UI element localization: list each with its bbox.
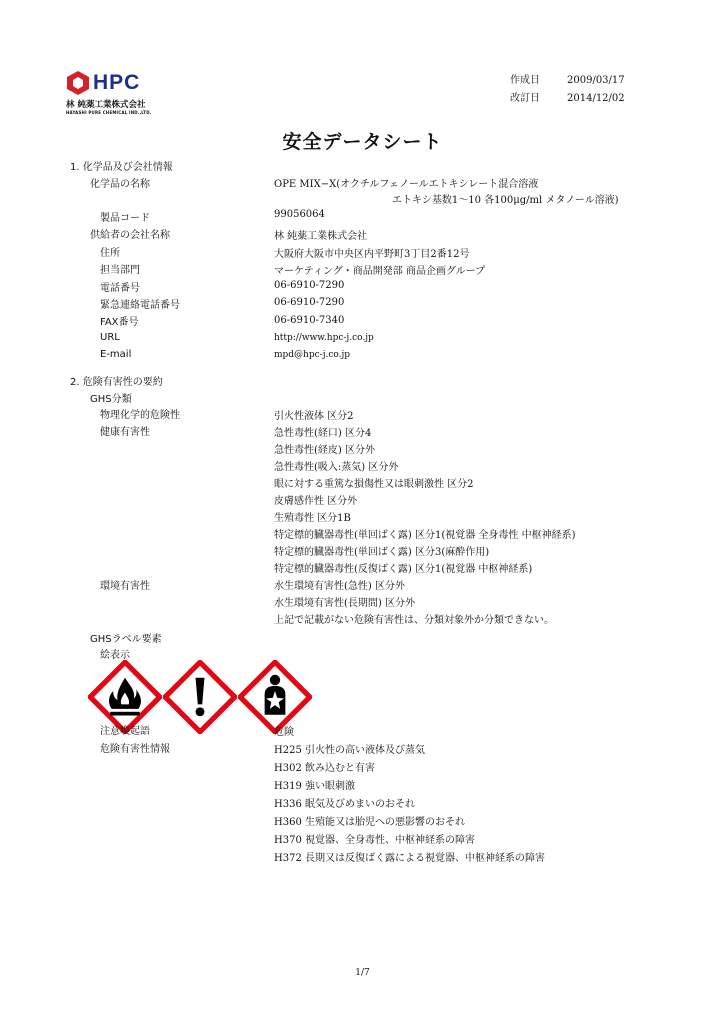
dept-label: 担当部門 — [100, 265, 140, 276]
hazard-statement: H370 視覚器、全身毒性、中枢神経系の障害 — [274, 835, 475, 846]
logo-letters: HPC — [93, 71, 141, 94]
hazard-statement: H372 長期又は反復ばく露による視覚器、中枢神経系の障害 — [274, 853, 545, 864]
section2-heading: 2. 危険有害性の要約 — [70, 377, 163, 388]
email-value: mpd@hpc-j.co.jp — [274, 350, 351, 360]
address-value: 大阪府大阪市中央区内平野町3丁目2番12号 — [274, 249, 470, 260]
hazard-statement: H302 飲み込むと有害 — [274, 763, 375, 774]
health-value: 特定標的臓器毒性(単回ばく露) 区分1(視覚器 全身毒性 中枢神経系) — [274, 530, 576, 541]
created-label: 作成日 — [510, 75, 540, 86]
code-label: 製品コード — [100, 213, 150, 224]
created-value: 2009/03/17 — [567, 75, 625, 86]
hexagon-logo-icon — [66, 70, 90, 96]
health-hazard-label: 健康有害性 — [100, 427, 150, 438]
health-value: 特定標的臓器毒性(単回ばく露) 区分3(麻酔作用) — [274, 547, 490, 558]
fax-value: 06-6910-7340 — [274, 315, 345, 326]
page-title: 安全データシート — [282, 131, 443, 153]
company-name-en: HAYASHI PURE CHEMICAL IND.,LTD. — [66, 110, 152, 115]
signal-word-value: 危険 — [274, 727, 294, 738]
supplier-value: 林 純薬工業株式会社 — [274, 231, 368, 242]
physical-hazard-value: 引火性液体 区分2 — [274, 411, 354, 422]
env-value: 水生環境有害性(長期間) 区分外 — [274, 598, 415, 609]
name-label: 化学品の名称 — [90, 179, 150, 190]
health-value: 特定標的臓器毒性(反復ばく露) 区分1(視覚器 中枢神経系) — [274, 564, 533, 575]
pictogram-label: 絵表示 — [100, 650, 130, 661]
health-value: 急性毒性(経皮) 区分外 — [274, 445, 375, 456]
document-dates — [510, 72, 625, 108]
hazard-statement: H360 生殖能又は胎児への悪影響のおそれ — [274, 817, 465, 828]
email-label: E-mail — [100, 349, 132, 360]
tel-label: 電話番号 — [100, 283, 140, 294]
health-value: 生殖毒性 区分1B — [274, 513, 351, 524]
address-label: 住所 — [100, 248, 120, 259]
code-value: 99056064 — [274, 209, 325, 220]
company-name-jp: 林 純薬工業株式会社 — [66, 100, 146, 110]
ghs-classification-label: GHS分類 — [90, 394, 132, 405]
page-number: 1/7 — [355, 968, 370, 978]
ghs-label-elements: GHSラベル要素 — [90, 634, 162, 645]
section1-heading: 1. 化学品及び会社情報 — [70, 162, 173, 173]
env-value: 上記で記載がない危険有害性は、分類対象外か分類できない。 — [274, 615, 554, 626]
hazard-statements-label: 危険有害性情報 — [100, 744, 170, 755]
physical-hazard-label: 物理化学的危険性 — [100, 410, 180, 421]
hazard-statement: H319 強い眼刺激 — [274, 781, 355, 792]
dept-value: マーケティング・商品開発部 商品企画グループ — [274, 266, 486, 277]
supplier-label: 供給者の会社名称 — [90, 230, 170, 241]
health-value: 急性毒性(経口) 区分4 — [274, 428, 372, 439]
url-label: URL — [100, 332, 120, 343]
health-value: 急性毒性(吸入:蒸気) 区分外 — [274, 462, 399, 473]
signal-word-label: 注意喚起語 — [100, 726, 150, 737]
company-logo — [66, 70, 176, 122]
health-value: 皮膚感作性 区分外 — [274, 496, 358, 507]
hazard-statement: H336 眠気及びめまいのおそれ — [274, 799, 415, 810]
health-value: 眼に対する重篤な損傷性又は眼刺激性 区分2 — [274, 479, 474, 490]
exclamation-mark-icon — [163, 660, 237, 734]
tel-value: 06-6910-7290 — [274, 280, 345, 291]
name-value-1: OPE MIX−X(オクチルフェノールエトキシレート混合溶液 — [274, 179, 539, 190]
env-value: 水生環境有害性(急性) 区分外 — [274, 581, 405, 592]
revised-label: 改訂日 — [510, 93, 540, 104]
env-hazard-label: 環境有害性 — [100, 581, 150, 592]
fax-label: FAX番号 — [100, 317, 139, 328]
emergency-label: 緊急連絡電話番号 — [100, 300, 180, 311]
emergency-value: 06-6910-7290 — [274, 297, 345, 308]
url-value: http://www.hpc-j.co.jp — [274, 333, 374, 343]
hazard-statement: H225 引火性の高い液体及び蒸気 — [274, 745, 425, 756]
name-value-2: エトキシ基数1〜10 各100μg/ml メタノール溶液) — [392, 195, 619, 206]
revised-value: 2014/12/02 — [567, 93, 625, 104]
